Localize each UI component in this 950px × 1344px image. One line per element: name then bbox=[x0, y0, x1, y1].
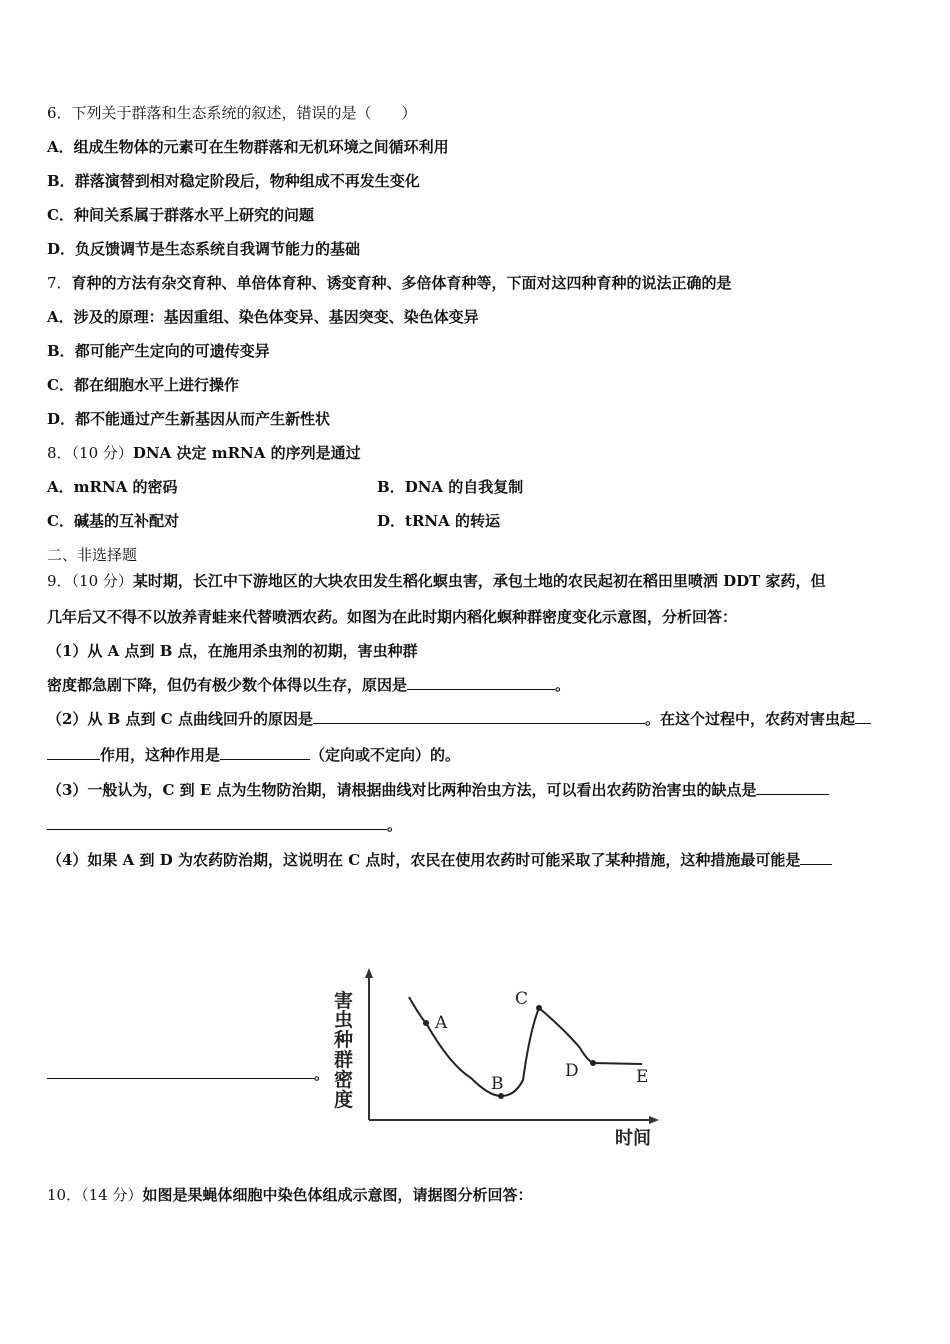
option-text: 涉及的原理：基因重组、染色体变异、基因突变、染色体变异 bbox=[73, 308, 479, 326]
q6-option-c bbox=[47, 205, 314, 225]
q9-part3-line-2 bbox=[47, 815, 402, 835]
population-density-figure bbox=[325, 960, 675, 1150]
point-label-c: C bbox=[515, 989, 529, 1009]
q8-options-row-2 bbox=[47, 511, 907, 531]
option-letter: D． bbox=[47, 240, 76, 258]
option-letter: C． bbox=[47, 512, 74, 530]
option-letter: B． bbox=[47, 172, 75, 190]
q8-option-c bbox=[47, 512, 179, 530]
q8-stem bbox=[47, 443, 361, 463]
answer-blank[interactable] bbox=[756, 780, 829, 795]
x-axis-label: 时间 bbox=[615, 1128, 651, 1149]
q9-stem-text-1: 某时期，长江中下游地区的大块农田发生稻化螟虫害，承包土地的农民起初在稻田里喷洒 DDT 家药，但 bbox=[132, 572, 826, 590]
q9-part4-text: （4）如果 A 到 D 为农药防治期，这说明在 C 点时，农民在使用农药时可能采取了某种措施，这种措施最可能是 bbox=[47, 851, 801, 869]
y-axis-label-char: 群 bbox=[334, 1049, 354, 1071]
y-axis-arrow bbox=[365, 968, 373, 978]
option-letter: D． bbox=[377, 512, 406, 530]
option-letter: A． bbox=[47, 478, 74, 496]
q7-number: 7． bbox=[47, 274, 72, 292]
point-label-b: B bbox=[491, 1074, 504, 1094]
q7-option-d bbox=[47, 409, 330, 429]
option-text: tRNA 的转运 bbox=[405, 512, 500, 530]
option-letter: B． bbox=[47, 342, 75, 360]
q9-part4-line-2 bbox=[47, 1064, 329, 1084]
q9-part2-text-d: （定向或不定向）的。 bbox=[310, 746, 461, 764]
answer-blank[interactable] bbox=[47, 815, 387, 830]
q8-option-d bbox=[377, 511, 500, 531]
answer-blank[interactable] bbox=[855, 709, 871, 724]
q6-stem-text: 下列关于群落和生态系统的叙述，错误的是（ ） bbox=[71, 104, 417, 122]
q9-part2-text-b: 。在这个过程中，农药对害虫起 bbox=[644, 710, 855, 728]
option-text: 碱基的互补配对 bbox=[73, 512, 179, 530]
option-text: 负反馈调节是生态系统自我调节能力的基础 bbox=[75, 240, 361, 258]
point-marker-d bbox=[590, 1060, 596, 1066]
q7-option-c bbox=[47, 375, 239, 395]
answer-blank[interactable] bbox=[220, 745, 310, 760]
q7-stem-text: 育种的方法有杂交育种、单倍体育种、诱变育种、多倍体育种等，下面对这四种育种的说法正确的是 bbox=[71, 274, 732, 292]
option-letter: D． bbox=[47, 410, 76, 428]
q6-option-a bbox=[47, 137, 449, 157]
q6-option-d bbox=[47, 239, 360, 259]
point-marker-c bbox=[536, 1005, 542, 1011]
q7-option-b bbox=[47, 341, 270, 361]
q9-part2-line-2 bbox=[47, 745, 460, 765]
y-axis-label-char: 害 bbox=[334, 990, 354, 1012]
answer-blank[interactable] bbox=[313, 709, 645, 724]
q6-option-b bbox=[47, 171, 420, 191]
answer-blank[interactable] bbox=[47, 1064, 314, 1079]
q8-stem-text: DNA 决定 mRNA 的序列是通过 bbox=[132, 444, 361, 462]
y-axis-label-char: 密 bbox=[334, 1069, 354, 1091]
q8-option-b bbox=[377, 477, 523, 497]
y-axis-label-char: 度 bbox=[334, 1089, 354, 1111]
option-text: 组成生物体的元素可在生物群落和无机环境之间循环利用 bbox=[73, 138, 449, 156]
x-axis-arrow bbox=[649, 1116, 659, 1124]
q9-stem-line-2: 几年后又不得不以放养青蛙来代替喷洒农药。如图为在此时期内稻化螟种群密度变化示意图，分析回答： bbox=[47, 608, 738, 626]
q10-stem bbox=[47, 1185, 532, 1205]
option-text: 都不能通过产生新基因从而产生新性状 bbox=[75, 410, 331, 428]
density-curve bbox=[409, 997, 642, 1096]
y-axis-label-char: 种 bbox=[334, 1029, 354, 1051]
q10-number: 10． bbox=[47, 1186, 82, 1204]
point-marker-a bbox=[423, 1020, 429, 1026]
period: 。 bbox=[387, 816, 403, 834]
y-axis-label-char: 虫 bbox=[334, 1009, 354, 1031]
q7-option-a bbox=[47, 307, 479, 327]
q9-part2-line-1 bbox=[47, 709, 871, 729]
q10-score: （14 分） bbox=[81, 1186, 143, 1204]
option-letter: C． bbox=[47, 376, 74, 394]
option-text: mRNA 的密码 bbox=[73, 478, 178, 496]
q9-part2-text-c: 作用，这种作用是 bbox=[100, 746, 221, 764]
point-label-e: E bbox=[636, 1067, 649, 1087]
option-letter: A． bbox=[47, 138, 74, 156]
option-letter: A． bbox=[47, 308, 74, 326]
point-label-d: D bbox=[565, 1061, 579, 1081]
q6-stem bbox=[47, 103, 417, 123]
q8-options-row-1 bbox=[47, 477, 907, 497]
q9-part4-line-1 bbox=[47, 850, 832, 870]
period: 。 bbox=[555, 676, 571, 694]
option-text: 群落演替到相对稳定阶段后，物种组成不再发生变化 bbox=[74, 172, 420, 190]
q9-part2-text-a: （2）从 B 点到 C 点曲线回升的原因是 bbox=[47, 710, 313, 728]
section-heading: 二、非选择题 bbox=[47, 546, 138, 564]
q8-number: 8． bbox=[47, 444, 72, 462]
answer-blank[interactable] bbox=[800, 850, 832, 865]
q9-stem-line-1 bbox=[47, 571, 826, 591]
q9-part1-text: 密度都急剧下降，但仍有极少数个体得以生存，原因是 bbox=[47, 676, 408, 694]
q6-number: 6． bbox=[47, 104, 72, 122]
q9-part1-line-2 bbox=[47, 675, 570, 695]
option-text: 都在细胞水平上进行操作 bbox=[73, 376, 239, 394]
option-text: 种间关系属于群落水平上研究的问题 bbox=[73, 206, 314, 224]
q7-stem bbox=[47, 273, 732, 293]
option-text: 都可能产生定向的可遗传变异 bbox=[74, 342, 270, 360]
q9-part3-line-1 bbox=[47, 780, 829, 800]
answer-blank[interactable] bbox=[47, 745, 100, 760]
q8-score: （10 分） bbox=[71, 444, 133, 462]
point-label-a: A bbox=[435, 1013, 448, 1033]
q9-score: （10 分） bbox=[71, 572, 133, 590]
option-letter: B． bbox=[377, 478, 405, 496]
option-letter: C． bbox=[47, 206, 74, 224]
period: 。 bbox=[314, 1065, 330, 1083]
q9-part3-text: （3）一般认为，C 到 E 点为生物防治期，请根据曲线对比两种治虫方法，可以看出农药防治害虫的缺点是 bbox=[47, 781, 757, 799]
q8-option-a bbox=[47, 478, 178, 496]
q9-part1-line-1: （1）从 A 点到 B 点，在施用杀虫剂的初期，害虫种群 bbox=[47, 642, 418, 660]
q10-stem-text: 如图是果蝇体细胞中染色体组成示意图，请据图分析回答： bbox=[142, 1186, 533, 1204]
answer-blank[interactable] bbox=[407, 675, 555, 690]
y-axis-label bbox=[333, 989, 353, 1111]
option-text: DNA 的自我复制 bbox=[404, 478, 524, 496]
q9-number: 9． bbox=[47, 572, 72, 590]
